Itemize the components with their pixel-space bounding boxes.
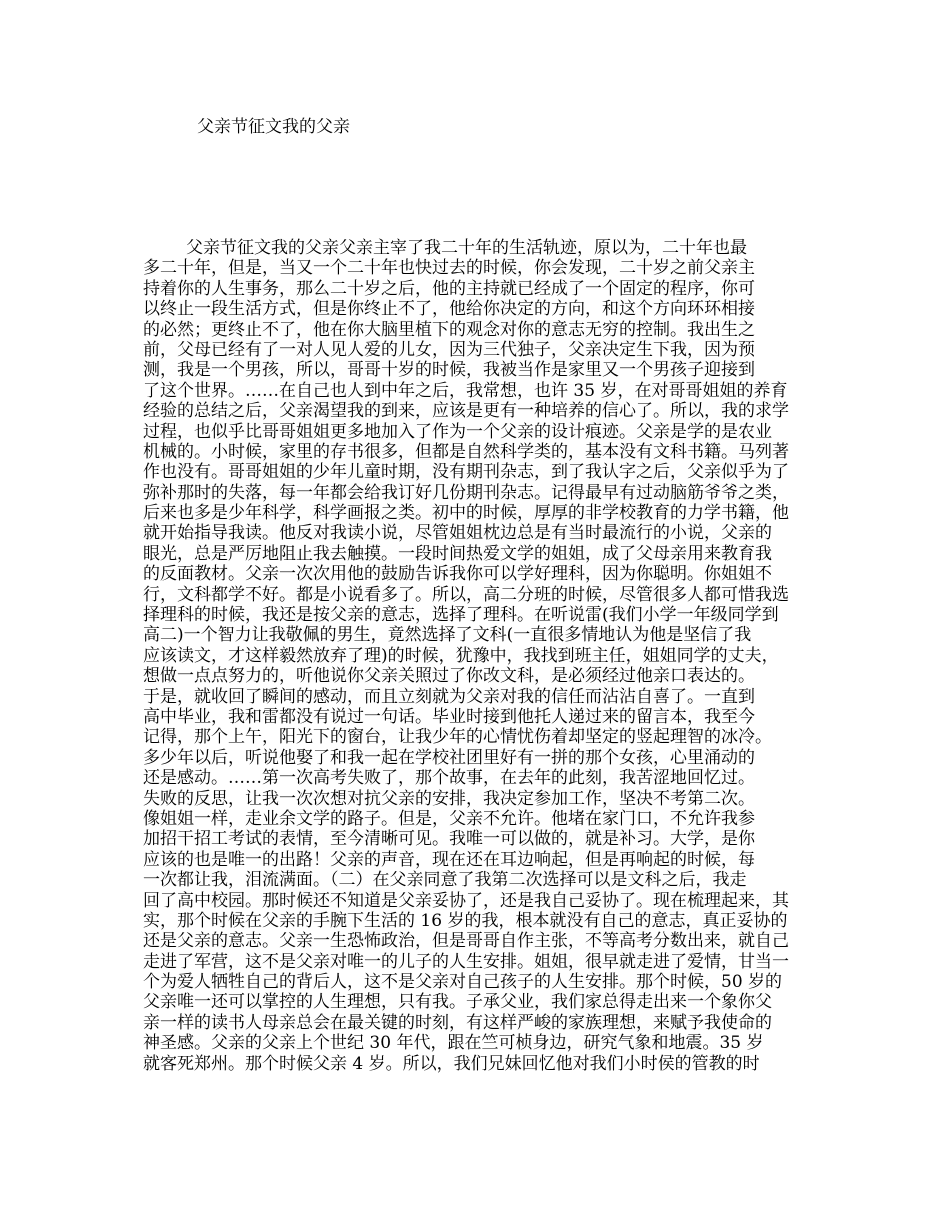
text-line: 的必然；更终止不了，他在你大脑里植下的观念对你的意志无穷的控制。我出生之 (143, 319, 755, 340)
text-line: 就开始指导我读。他反对我读小说，尽管姐姐枕边总是有当时最流行的小说，父亲的 (143, 523, 772, 544)
body-paragraph (143, 238, 813, 1074)
text-line: 个为爱人牺牲自己的背后人，这不是父亲对自己孩子的人生安排。那个时候，50 岁的 (143, 972, 783, 993)
text-line: 应该的也是唯一的出路！父亲的声音，现在还在耳边响起，但是再响起的时候，每 (143, 849, 755, 870)
text-line: 以终止一段生活方式，但是你终止不了，他给你决定的方向，和这个方向环环相接 (143, 299, 755, 320)
text-line: 经验的总结之后，父亲渴望我的到来，应该是更有一种培养的信心了。所以，我的求学 (143, 401, 789, 422)
text-line: 回了高中校园。那时候还不知道是父亲妥协了，还是我自己妥协了。现在梳理起来，其 (143, 890, 789, 911)
text-line: 后来也多是少年科学，科学画报之类。初中的时候，厚厚的非学校教育的力学书籍，他 (143, 503, 789, 524)
text-line: 应该读文，才这样毅然放弃了理)的时候，犹豫中，我找到班主任，姐姐同学的丈夫， (143, 645, 779, 666)
text-line: 记得，那个上午，阳光下的窗台，让我少年的心情忧伤着却坚定的竖起理智的冰冷。 (143, 727, 772, 748)
text-line: 亲一样的读书人母亲总会在最关键的时刻，有这样严峻的家族理想，来赋予我使命的 (143, 1012, 772, 1033)
text-line: 行，文科都学不好。都是小说看多了。所以，高二分班的时候，尽管很多人都可惜我选 (143, 584, 789, 605)
text-line: 测，我是一个男孩，所以，哥哥十岁的时候，我被当作是家里又一个男孩子迎接到 (143, 360, 755, 381)
document-title: 父亲节征文我的父亲 (197, 117, 350, 137)
text-line: 还是父亲的意志。父亲一生恐怖政治，但是哥哥自作主张，不等高考分数出来，就自己 (143, 931, 789, 952)
text-line: 弥补那时的失落，每一年都会给我订好几份期刊杂志。记得最早有过动脑筋爷爷之类， (143, 482, 789, 503)
text-line: 持着你的人生事务，那么二十岁之后，他的主持就已经成了一个固定的程序，你可 (143, 278, 755, 299)
text-line: 想做一点点努力的，听他说你父亲关照过了你改文科，是必须经过他亲口表达的。 (143, 666, 755, 687)
text-line: 作也没有。哥哥姐姐的少年儿童时期，没有期刊杂志，到了我认字之后，父亲似乎为了 (143, 462, 789, 483)
text-line: 高二)一个智力让我敬佩的男生，竟然选择了文科(一直很多情地认为他是坚信了我 (143, 625, 752, 646)
text-line: 多少年以后，听说他娶了和我一起在学校社团里好有一拼的那个女孩，心里涌动的 (143, 747, 755, 768)
text-line: 多二十年，但是，当又一个二十年也快过去的时候，你会发现，二十岁之前父亲主 (143, 258, 755, 279)
text-line: 一次都让我，泪流满面。（二）在父亲同意了我第二次选择可以是文科之后，我走 (143, 870, 747, 891)
text-line: 机械的。小时候，家里的存书很多，但都是自然科学类的，基本没有文科书籍。马列著 (143, 441, 789, 462)
text-line: 的反面教材。父亲一次次用他的鼓励告诉我你可以学好理科，因为你聪明。你姐姐不 (143, 564, 772, 585)
text-line: 就客死郑州。那个时候父亲 4 岁。所以，我们兄妹回忆他对我们小时侯的管教的时 (143, 1053, 760, 1074)
text-line: 走进了军营，这不是父亲对唯一的儿子的人生安排。姐姐，很早就走进了爱情，甘当一 (143, 951, 789, 972)
text-line: 父亲节征文我的父亲父亲主宰了我二十年的生活轨迹，原以为，二十年也最 (186, 238, 747, 258)
text-line: 眼光，总是严厉地阻止我去触摸。一段时间热爱文学的姐姐，成了父母亲用来教育我 (143, 543, 772, 564)
text-line: 神圣感。父亲的父亲上个世纪 30 年代，跟在竺可桢身边，研究气象和地震。35 岁 (143, 1033, 764, 1054)
text-line: 高中毕业，我和雷都没有说过一句话。毕业时接到他托人递过来的留言本，我至今 (143, 706, 755, 727)
text-line: 还是感动。……第一次高考失败了，那个故事，在去年的此刻，我苦涩地回忆过。 (143, 768, 755, 789)
text-line: 前，父母已经有了一对人见人爱的儿女，因为三代独子，父亲决定生下我，因为预 (143, 339, 755, 360)
text-line: 了这个世界。……在自己也人到中年之后，我常想，也许 35 岁，在对哥哥姐姐的养育 (143, 380, 788, 401)
text-line: 实，那个时候在父亲的手腕下生活的 16 岁的我，根本就没有自己的意志，真正妥协的 (143, 910, 788, 931)
text-line: 加招干招工考试的表情，至今清晰可见。我唯一可以做的，就是补习。大学，是你 (143, 829, 755, 850)
text-line: 父亲唯一还可以掌控的人生理想，只有我。子承父业，我们家总得走出来一个象你父 (143, 992, 772, 1013)
text-line: 择理科的时候，我还是按父亲的意志，选择了理科。在听说雷(我们小学一年级同学到 (143, 605, 779, 626)
text-line: 于是，就收回了瞬间的感动，而且立刻就为父亲对我的信任而沾沾自喜了。一直到 (143, 686, 755, 707)
text-line: 过程，也似乎比哥哥姐姐更多地加入了作为一个父亲的设计痕迹。父亲是学的是农业 (143, 421, 772, 442)
text-line: 失败的反思，让我一次次想对抗父亲的安排，我决定参加工作，坚决不考第二次。 (143, 788, 755, 809)
text-line: 像姐姐一样，走业余文学的路子。但是，父亲不允许。他堵在家门口，不允许我参 (143, 808, 755, 829)
